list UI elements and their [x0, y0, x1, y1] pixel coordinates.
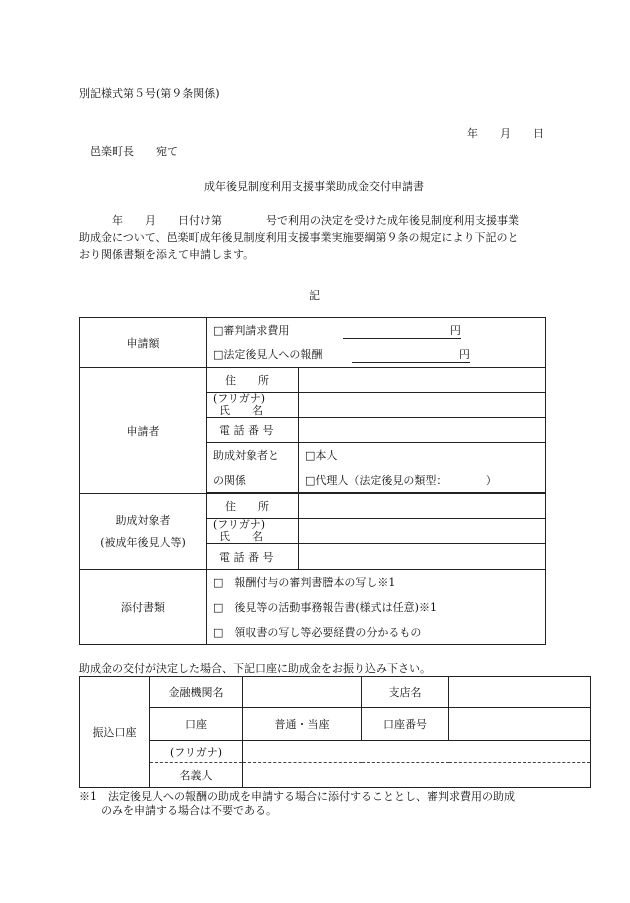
footnote — [79, 790, 515, 818]
yen-unit: 円 — [449, 323, 461, 337]
footnote-line: のみを申請する場合は不要である。 — [79, 804, 277, 817]
branch-label: 支店名 — [362, 677, 449, 708]
subject-phone-field[interactable] — [299, 544, 546, 570]
subject-name-field[interactable] — [299, 519, 546, 544]
amount-field-2[interactable] — [352, 346, 470, 363]
amount-label: 申請額 — [80, 318, 207, 368]
attach-item-3[interactable]: □ 領収書の写し等必要経費の分かるもの — [207, 620, 546, 645]
holder-field[interactable] — [243, 763, 591, 788]
applicant-furigana-label: (フリガナ) — [213, 392, 266, 405]
bank-name-field[interactable] — [243, 677, 362, 708]
bank-table — [79, 676, 591, 788]
application-table — [79, 317, 546, 645]
applicant-name-label: 氏 名 — [219, 404, 263, 417]
branch-field[interactable] — [449, 677, 591, 708]
applicant-address-label: 住 所 — [207, 368, 299, 393]
subject-label: 助成対象者 — [115, 513, 171, 527]
subject-name-label: 氏 名 — [219, 530, 263, 543]
subject-furigana-label: (フリガナ) — [213, 518, 266, 531]
account-type[interactable]: 普通・当座 — [243, 708, 362, 741]
holder-label: 名義人 — [150, 763, 243, 788]
subject-phone-label: 電 話 番 号 — [207, 544, 299, 570]
form-number: 別記様式第５号(第９条関係) — [79, 87, 220, 100]
attach-item-1[interactable]: □ 報酬付与の審判書謄本の写し※1 — [207, 570, 546, 595]
account-label: 口座 — [150, 708, 243, 741]
yen-unit: 円 — [458, 348, 470, 362]
applicant-phone-label: 電 話 番 号 — [207, 418, 299, 443]
relation-agent-option[interactable]: □代理人（法定後見の類型： ） — [299, 468, 546, 493]
account-no-label: 口座番号 — [362, 708, 449, 741]
applicant-name-field[interactable] — [299, 393, 546, 418]
ki-heading: 記 — [309, 289, 320, 302]
subject-address-field[interactable] — [299, 494, 546, 519]
intro-line: おり関係書類を添えて申請します。 — [79, 248, 255, 261]
attach-item-2[interactable]: □ 後見等の活動事務報告書(様式は任意)※1 — [207, 595, 546, 620]
applicant-label: 申請者 — [80, 368, 207, 494]
relation-self-option[interactable]: □本人 — [299, 443, 546, 468]
addressee: 邑楽町長 宛て — [90, 145, 178, 158]
relation-label-2: の関係 — [207, 468, 299, 493]
footnote-line: ※1 法定後見人への報酬の助成を申請する場合に添付することとし、審判求費用の助成 — [79, 790, 515, 803]
transfer-label: 振込口座 — [80, 677, 150, 788]
subject-sub-label: (被成年後見人等) — [100, 535, 186, 549]
intro-line: 助成金について、邑楽町成年後見制度利用支援事業実施要綱第９条の規定により下記のと — [79, 231, 519, 244]
holder-furigana-field[interactable] — [243, 741, 591, 763]
amount-field-1[interactable] — [343, 322, 461, 339]
relation-label-1: 助成対象者と — [207, 443, 299, 468]
date-line: 年 月 日 — [467, 127, 544, 140]
subject-address-label: 住 所 — [207, 494, 299, 519]
amount-item-2: □法定後見人への報酬 — [213, 348, 323, 362]
holder-furigana-label: (フリガナ) — [150, 741, 243, 763]
applicant-address-field[interactable] — [299, 368, 546, 393]
attach-label: 添付書類 — [80, 570, 207, 645]
intro-line: 年 月 日付け第 号で利用の決定を受けた成年後見制度利用支援事業 — [79, 214, 519, 227]
bank-note: 助成金の交付が決定した場合、下記口座に助成金をお振り込み下さい。 — [79, 662, 431, 675]
bank-name-label: 金融機関名 — [150, 677, 243, 708]
account-no-field[interactable] — [449, 708, 591, 741]
applicant-phone-field[interactable] — [299, 418, 546, 443]
amount-item-1: □審判請求費用 — [213, 323, 290, 337]
document-title: 成年後見制度利用支援事業助成金交付申請書 — [204, 180, 424, 193]
intro-paragraph — [79, 212, 519, 263]
